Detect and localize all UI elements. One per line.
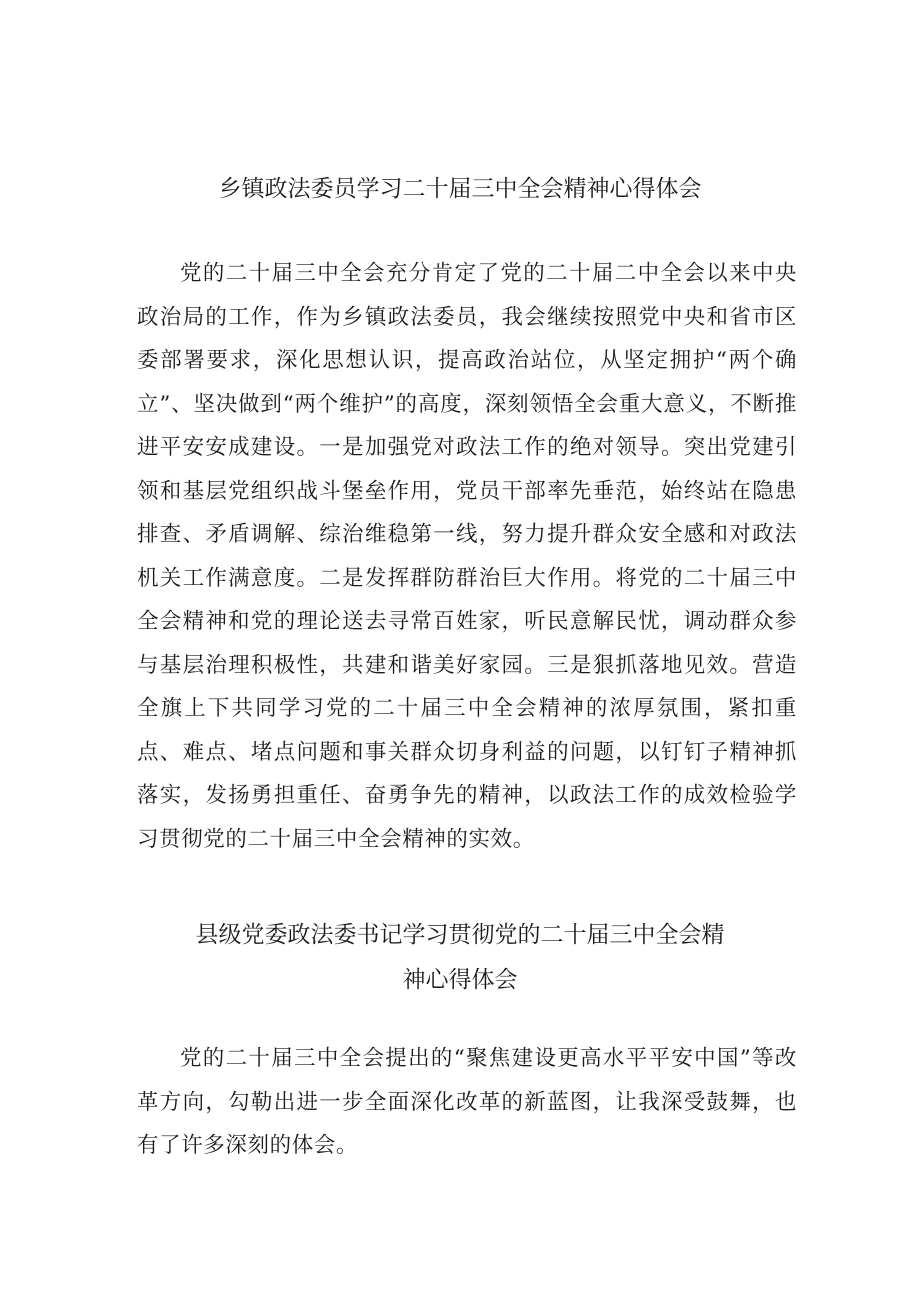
section-2-title (0, 913, 920, 1003)
section-1-title: 乡镇政法委员学习二十届三中全会精神心得体会 (218, 176, 702, 202)
section-2-title-line-1: 县级党委政法委书记学习贯彻党的二十届三中全会精 (195, 922, 725, 948)
section-2-paragraph: 党的二十届三中全会提出的“聚焦建设更高水平平安中国”等改革方向，勾勒出进一步全面深化改革的新蓝图，让我深受鼓舞，也有了许多深刻的体会。 (137, 1046, 797, 1158)
section-2-title-line-2: 神心得体会 (402, 967, 518, 993)
section-1-paragraph: 党的二十届三中全会充分肯定了党的二十届二中全会以来中央政治局的工作，作为乡镇政法委员，我会继续按照党中央和省市区委部署要求，深化思想认识，提高政治站位，从坚定拥护“两个确立”、坚决做到“两个维护”的高度，深刻领悟全会重大意义，不断推进平安安成建设。一是加强党对政法工作的绝对领导。突出党建引领和基层党组织战斗堡垒作用，党员干部率先垂范，始终站在隐患排查、矛盾调解、综治维稳第一线，努力提升群众安全感和对政法机关工作满意度。二是发挥群防群治巨大作用。将党的二十届三中全会精神和党的理论送去寻常百姓家，听民意解民忧，调动群众参与基层治理积极性，共建和谐美好家园。三是狠抓落地见效。营造全旗上下共同学习党的二十届三中全会精神的浓厚氛围，紧扣重点、难点、堵点问题和事关群众切身利益的问题，以钉钉子精神抓落实，发扬勇担重任、奋勇争先的精神，以政法工作的成效检验学习贯彻党的二十届三中全会精神的实效。 (137, 261, 797, 852)
